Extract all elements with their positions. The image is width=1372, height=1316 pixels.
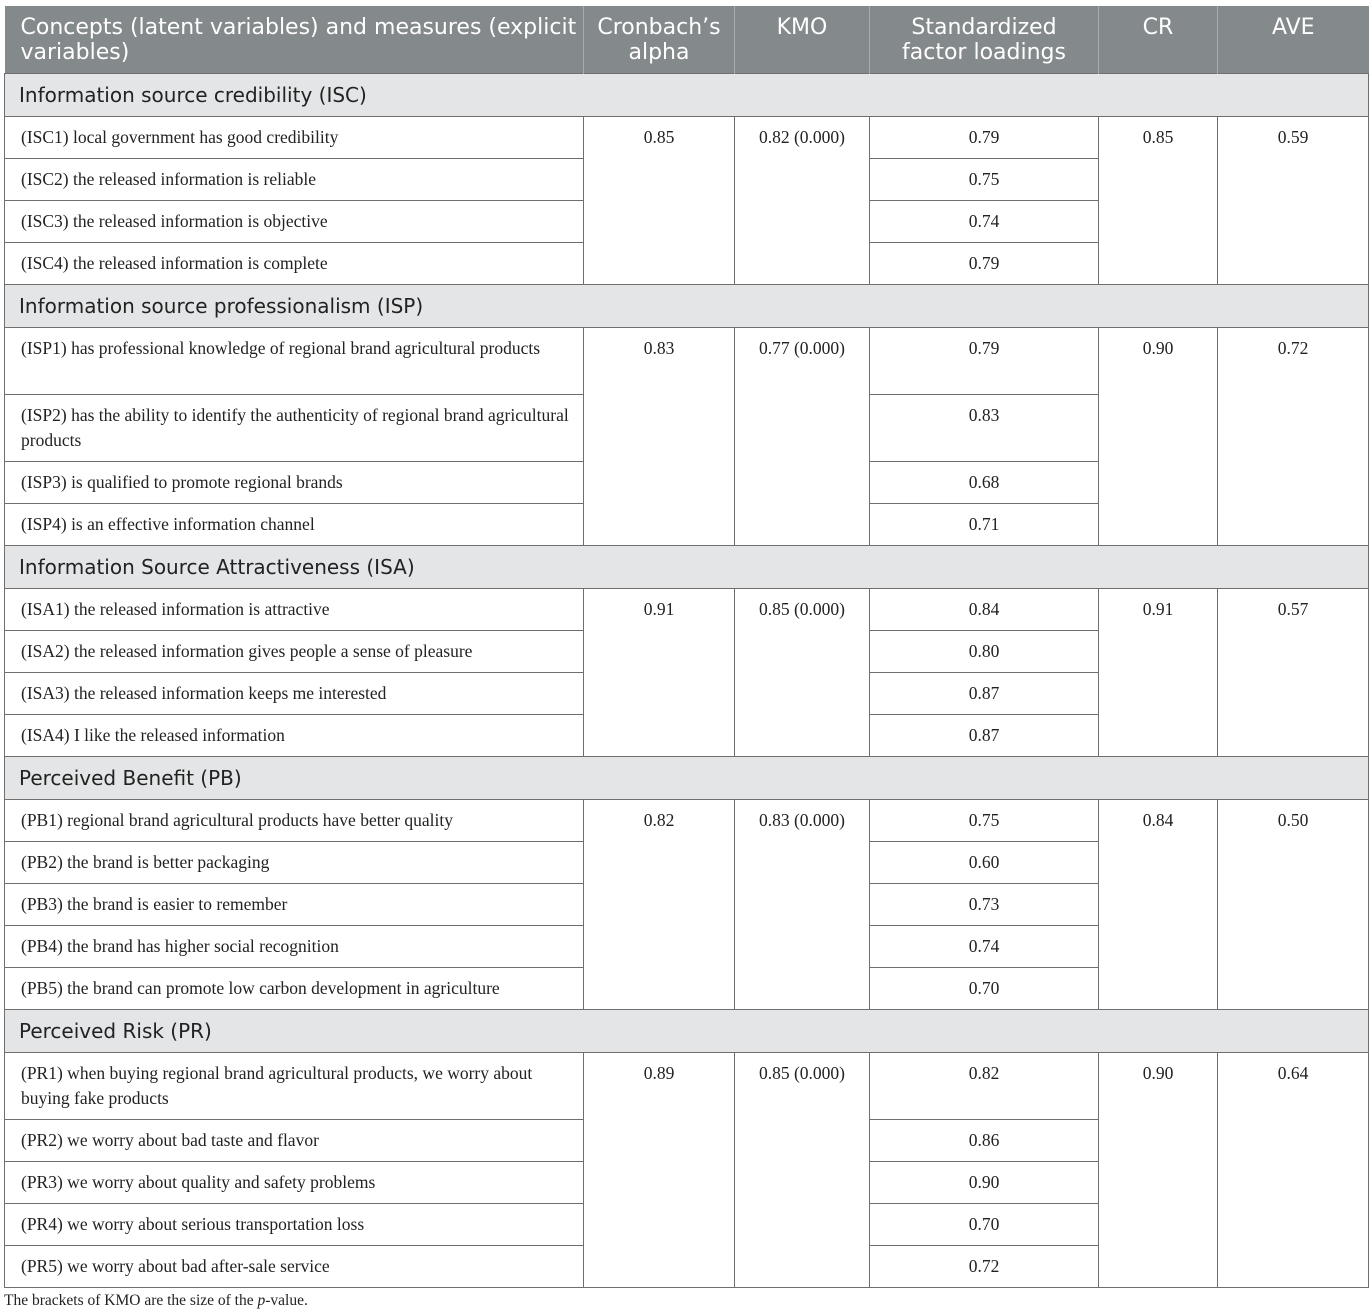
ave-value: 0.59: [1218, 117, 1369, 285]
factor-loading-value: 0.87: [870, 715, 1099, 757]
footnote-italic: p: [257, 1292, 266, 1309]
table-row: [5, 1053, 1369, 1120]
cr-value: 0.84: [1099, 800, 1218, 1010]
kmo-value: 0.77 (0.000): [735, 328, 870, 546]
ave-value: 0.57: [1218, 589, 1369, 757]
header-alpha: Cronbach’s alpha: [584, 6, 735, 74]
kmo-value: 0.83 (0.000): [735, 800, 870, 1010]
measure-label: (ISC3) the released information is objective: [5, 201, 584, 243]
factor-loading-value: 0.80: [870, 631, 1099, 673]
factor-loading-value: 0.75: [870, 800, 1099, 842]
header-cr: CR: [1099, 6, 1218, 74]
factor-loading-value: 0.86: [870, 1120, 1099, 1162]
cronbach-alpha-value: 0.82: [584, 800, 735, 1010]
section-title: Information source professionalism (ISP): [5, 285, 1369, 328]
section-title: Perceived Risk (PR): [5, 1010, 1369, 1053]
kmo-value: 0.82 (0.000): [735, 117, 870, 285]
section-row: [5, 1010, 1369, 1053]
kmo-value: 0.85 (0.000): [735, 589, 870, 757]
section-row: [5, 757, 1369, 800]
factor-loading-value: 0.70: [870, 1204, 1099, 1246]
measure-label: (ISA1) the released information is attractive: [5, 589, 584, 631]
cronbach-alpha-value: 0.91: [584, 589, 735, 757]
factor-loading-value: 0.71: [870, 504, 1099, 546]
measure-label: (PR4) we worry about serious transportation loss: [5, 1204, 584, 1246]
measure-label: (ISC1) local government has good credibility: [5, 117, 584, 159]
table-row: [5, 117, 1369, 159]
cr-value: 0.90: [1099, 328, 1218, 546]
cr-value: 0.90: [1099, 1053, 1218, 1288]
cr-value: 0.85: [1099, 117, 1218, 285]
section-title: Information Source Attractiveness (ISA): [5, 546, 1369, 589]
ave-value: 0.64: [1218, 1053, 1369, 1288]
measure-label: (PR5) we worry about bad after-sale service: [5, 1246, 584, 1288]
cr-value: 0.91: [1099, 589, 1218, 757]
footnote-suffix: -value.: [265, 1292, 308, 1309]
header-concepts: Concepts (latent variables) and measures (explicit variables): [5, 6, 584, 74]
factor-loading-value: 0.74: [870, 926, 1099, 968]
factor-loading-value: 0.82: [870, 1053, 1099, 1120]
header-kmo: KMO: [735, 6, 870, 74]
measure-label: (ISC4) the released information is complete: [5, 243, 584, 285]
section-row: [5, 546, 1369, 589]
factor-loading-value: 0.75: [870, 159, 1099, 201]
factor-loading-value: 0.90: [870, 1162, 1099, 1204]
measure-label: (PB5) the brand can promote low carbon development in agriculture: [5, 968, 584, 1010]
measure-label: (PB3) the brand is easier to remember: [5, 884, 584, 926]
measure-label: (ISA3) the released information keeps me interested: [5, 673, 584, 715]
table-row: [5, 328, 1369, 395]
section-row: [5, 285, 1369, 328]
measure-label: (ISP3) is qualified to promote regional brands: [5, 462, 584, 504]
kmo-value: 0.85 (0.000): [735, 1053, 870, 1288]
factor-loading-value: 0.70: [870, 968, 1099, 1010]
section-title: Information source credibility (ISC): [5, 74, 1369, 117]
footnote: [4, 1292, 308, 1310]
header-loadings: Standardized factor loadings: [870, 6, 1099, 74]
section-row: [5, 74, 1369, 117]
measure-label: (PR1) when buying regional brand agricultural products, we worry about buying fake products: [5, 1053, 584, 1120]
section-title: Perceived Benefit (PB): [5, 757, 1369, 800]
factor-loading-value: 0.73: [870, 884, 1099, 926]
factor-loading-value: 0.79: [870, 243, 1099, 285]
factor-loading-value: 0.79: [870, 117, 1099, 159]
measure-label: (PB1) regional brand agricultural products have better quality: [5, 800, 584, 842]
measure-label: (PB2) the brand is better packaging: [5, 842, 584, 884]
measure-label: (PB4) the brand has higher social recognition: [5, 926, 584, 968]
measure-label: (ISC2) the released information is reliable: [5, 159, 584, 201]
factor-loading-value: 0.72: [870, 1246, 1099, 1288]
measure-label: (ISP4) is an effective information channel: [5, 504, 584, 546]
factor-loading-value: 0.83: [870, 395, 1099, 462]
table-row: [5, 589, 1369, 631]
ave-value: 0.72: [1218, 328, 1369, 546]
measure-label: (PR3) we worry about quality and safety problems: [5, 1162, 584, 1204]
factor-loading-value: 0.68: [870, 462, 1099, 504]
ave-value: 0.50: [1218, 800, 1369, 1010]
measure-label: (PR2) we worry about bad taste and flavor: [5, 1120, 584, 1162]
cronbach-alpha-value: 0.85: [584, 117, 735, 285]
factor-loading-value: 0.79: [870, 328, 1099, 395]
measurement-table: [4, 6, 1369, 1288]
header-row: [5, 6, 1369, 74]
table-body: [5, 74, 1369, 1288]
factor-loading-value: 0.84: [870, 589, 1099, 631]
measure-label: (ISA2) the released information gives people a sense of pleasure: [5, 631, 584, 673]
cronbach-alpha-value: 0.89: [584, 1053, 735, 1288]
factor-loading-value: 0.74: [870, 201, 1099, 243]
measure-label: (ISA4) I like the released information: [5, 715, 584, 757]
table-row: [5, 800, 1369, 842]
factor-loading-value: 0.60: [870, 842, 1099, 884]
header-ave: AVE: [1218, 6, 1369, 74]
measure-label: (ISP1) has professional knowledge of regional brand agricultural products: [5, 328, 584, 395]
measure-label: (ISP2) has the ability to identify the authenticity of regional brand agricultural products: [5, 395, 584, 462]
cronbach-alpha-value: 0.83: [584, 328, 735, 546]
factor-loading-value: 0.87: [870, 673, 1099, 715]
footnote-prefix: The brackets of KMO are the size of the: [4, 1292, 258, 1309]
